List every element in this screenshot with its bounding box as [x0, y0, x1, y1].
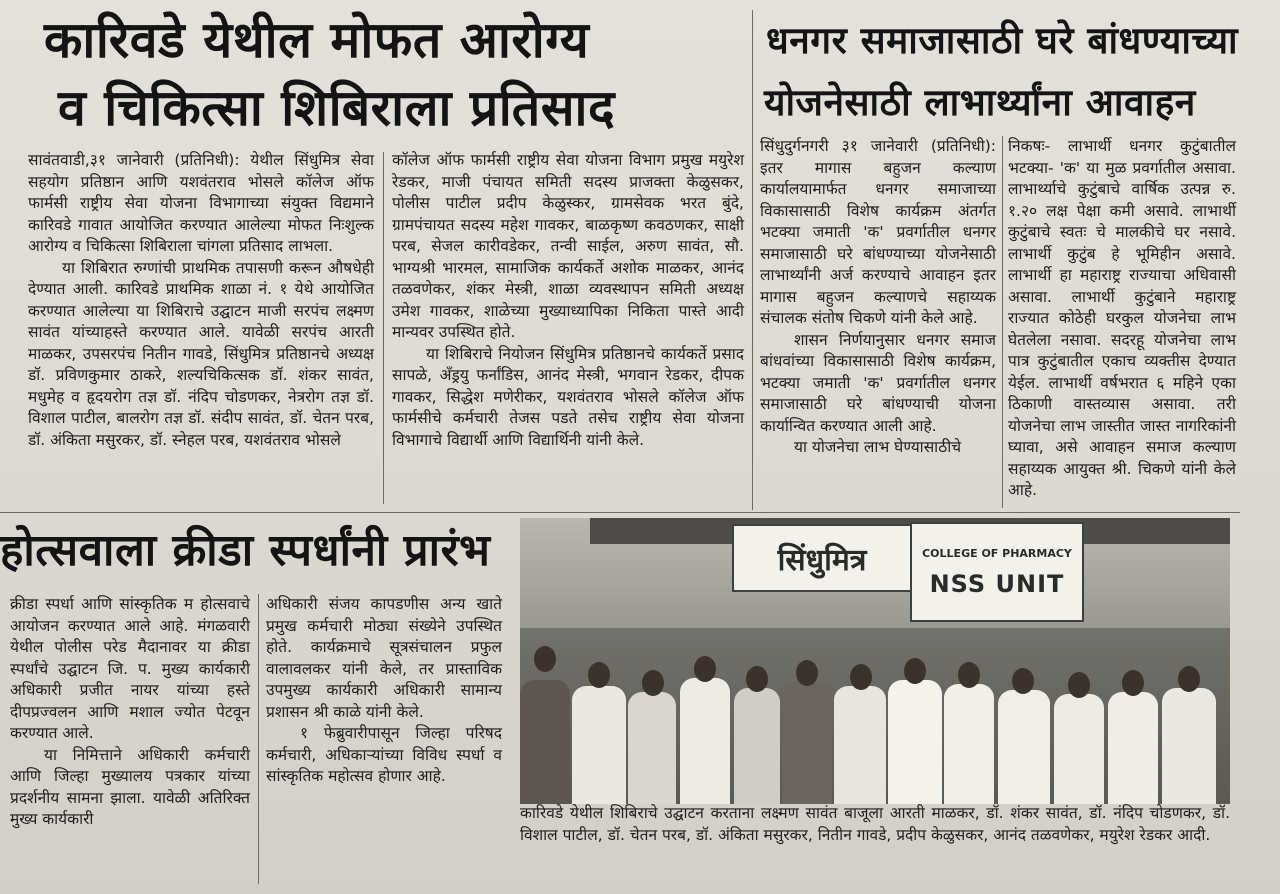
article2-col1-para2: शासन निर्णयानुसार धनगर समाज बांधवांच्या विकासासाठी विशेष कार्यक्रम, भटक्या जमाती 'क' प्रवर्गातील धनगर समाजासाठी घरे बांधण्याची योजना कार्यान्वित करण्यात आली आहे. [760, 330, 996, 435]
article1-col1-para1: सावंतवाडी,३१ जानेवारी (प्रतिनिधी): येथील सिंधुमित्र सेवा सहयोग प्रतिष्ठान आणि यशवंतराव भोसले कॉलेज ऑफ फार्मसी राष्ट्रीय सेवा योजना विभागाच्या संयुक्त विद्यमाने कारिवडे गावात आयोजित करण्यात आलेल्या मोफत निःशुल्क आरोग्य व चिकित्सा शिबिराला चांगला प्रतिसाद लाभला. [28, 151, 374, 255]
photo-banner-right [910, 522, 1084, 622]
article3-column1 [10, 594, 250, 831]
photo-person [734, 688, 780, 804]
photo-person-head [1122, 670, 1144, 696]
article3-col2-para2: १ फेब्रुवारीपासून जिल्हा परिषद कर्मचारी, अधिकाऱ्यांच्या विविध स्पर्धा व सांस्कृतिक महोत्सव होणार आहे. [266, 724, 502, 785]
photo-person-head [958, 662, 980, 688]
photo-person [782, 682, 832, 804]
article2-headline-line1: धनगर समाजासाठी घरे बांधण्याच्या [766, 19, 1239, 62]
article1-headline-line1: कारिवडे येथील मोफत आरोग्य [44, 11, 590, 69]
article2-column2 [1008, 136, 1236, 502]
photo-person [998, 690, 1050, 804]
photo-people [520, 668, 1230, 804]
photo-person [572, 686, 626, 804]
article3-col1-para1: क्रीडा स्पर्धा आणि सांस्कृतिक म होत्सवाचे आयोजन करण्यात आले आहे. मंगळवारी येथील पोलीस परेड मैदानावर या क्रीडा स्पर्धांचे उद्घाटन जि. प. मुख्य कार्यकारी अधिकारी प्रजीत नायर यांच्या हस्ते दीपप्रज्वलन आणि मशाल ज्योत पेटवून करण्यात आले. [10, 595, 250, 742]
article3-col2-para1: अधिकारी संजय कापडणीस अन्य खाते प्रमुख कर्मचारी मोठ्या संख्येने उपस्थित होते. कार्यक्रमाचे सूत्रसंचालन प्रफुल वालावलकर यांनी केले, तर प्रास्ताविक उपमुख्य कार्यकारी अधिकारी सामान्य प्रशासन श्री काळे यांनी केले. [266, 595, 502, 721]
article2-col1-para3: या योजनेचा लाभ घेण्यासाठीचे [794, 438, 962, 456]
photo-person [888, 680, 942, 804]
article1-col2-para1: कॉलेज ऑफ फार्मसी राष्ट्रीय सेवा योजना विभाग प्रमुख मयुरेश रेडकर, माजी पंचायत समिती सदस्य प्राजक्ता केळुसकर, पोलीस पाटील प्रदीप केळुस्कर, ग्रामसेवक भरत बुंदे, ग्रामपंचायत सदस्य महेश गावकर, बाळकृष्ण कवठणकर, साक्षी परब, सेजल कारीवडेकर, तन्वी साईल, अरुण सावंत, सौ. भाग्यश्री भारमल, सामाजिक कार्यकर्ते अशोक माळकर, आनंद तळवणेकर, शंकर मेस्त्री, शाळा व्यवस्थापन समिती अध्यक्ष उमेश गावकर, शाळेच्या मुख्याध्यापिका निकिता पास्ते आदी मान्यवर उपस्थित होते. [392, 151, 744, 341]
photo-person-head [746, 666, 768, 692]
article2-col2-para1: निकषः- लाभार्थी धनगर कुटुंबातील भटक्या- 'क' या मुळ प्रवर्गातील असावा. लाभार्थ्याचे कुटुंबाचे वार्षिक उत्पन्न रु. १.२० लक्ष पेक्षा कमी असावे. लाभार्थी कुटुंबाचे स्वतः चे मालकीचे घर नसावे. लाभार्थी कुटुंब हे भूमिहीन असावे. लाभार्थी हा महाराष्ट्र राज्याचा अधिवासी असावा. लाभार्थी कुटुंबाने महाराष्ट्र राज्यात कोठेही घरकुल योजनेचा लाभ घेतलेला नसावा. सदरहू योजनेचा लाभ पात्र कुटुंबातील एकाच व्यक्तीस देण्यात येईल. लाभार्थी वर्षभरात ६ महिने एका ठिकाणी वास्तव्यास असावा. तरी योजनेचा लाभ जास्तीत जास्त नागरिकांनी घ्यावा, असे आवाहन समाज कल्याण सहाय्यक आयुक्त श्री. चिकणे यांनी केले आहे. [1008, 137, 1236, 499]
article1-col2-para2: या शिबिराचे नियोजन सिंधुमित्र प्रतिष्ठानचे कार्यकर्ते प्रसाद सापळे, अँड्रयु फर्नांडिस, आनंद मेस्त्री, भगवान रेडकर, दीपक गावकर, सिद्धेश मणेरीकर, यशवंतराव भोसले कॉलेज ऑफ फार्मसीचे कर्मचारी तेजस पडते तसेच राष्ट्रीय सेवा योजना विभागाचे विद्यार्थी आणि विद्यार्थिनी यांनी केले. [392, 344, 744, 449]
section-divider [0, 512, 1240, 513]
photo-person [520, 680, 570, 804]
article2-column1 [760, 136, 996, 459]
column-divider [1002, 136, 1003, 508]
photo-person-head [694, 656, 716, 682]
photo-person [944, 684, 994, 804]
photo-person-head [904, 658, 926, 684]
photo-person [834, 686, 886, 804]
article1-col1-para2: या शिबिरात रुग्णांची प्राथमिक तपासणी करून औषधेही देण्यात आली. कारिवडे प्राथमिक शाळा नं. १ येथे आयोजित करण्यात आलेल्या या शिबिराचे उद्घाटन माजी सरपंच लक्ष्मण सावंत यांच्याहस्ते करण्यात आले. यावेळी सरपंच आरती माळकर, उपसरपंच नितीन गावडे, सिंधुमित्र प्रतिष्ठानचे अध्यक्ष डॉ. प्रविणकुमार ठाकरे, शल्यचिकित्सक डॉ. शंकर सावंत, मधुमेह व हृदयरोग तज्ञ डॉ. नंदिप चोडणकर, नेत्ररोग तज्ञ डॉ. विशाल पाटील, बालरोग तज्ञ डॉ. संदीप सावंत, डॉ. चेतन परब, डॉ. अंकिता मसुरकर, डॉ. स्नेहल परब, यशवंतराव भोसले [28, 258, 374, 449]
photo-person-head [588, 662, 610, 688]
article3-headline: होत्सवाला क्रीडा स्पर्धांनी प्रारंभ [0, 525, 491, 576]
article1-column2 [392, 150, 744, 451]
article2-headline-line2: योजनेसाठी लाभार्थ्यांना आवाहन [764, 81, 1196, 124]
photo-caption: कारिवडे येथील शिबिराचे उद्घाटन करताना लक्ष्मण सावंत बाजूला आरती माळकर, डॉ. शंकर सावंत, डॉ. नंदिप चोडणकर, डॉ. विशाल पाटील, डॉ. चेतन परब, डॉ. अंकिता मसुरकर, नितीन गावडे, प्रदीप केळुसकर, आनंद तळवणेकर, मयुरेश रेडकर आदी. [520, 804, 1230, 844]
photo-person-head [642, 670, 664, 696]
photo-person-head [1068, 672, 1090, 698]
photo-person [1108, 692, 1158, 804]
photo-person-head [534, 646, 556, 672]
photo-person-head [1178, 666, 1200, 692]
column-divider [258, 594, 259, 884]
article2-col1-para1: सिंधुदुर्गनगरी ३१ जानेवारी (प्रतिनिधी): इतर मागास बहुजन कल्याण कार्यालयामार्फत धनगर समाजाच्या विकासासाठी विशेष कार्यक्रम अंतर्गत भटक्या जमाती 'क' प्रवर्गातील धनगर समाजासाठी घरे बांधण्याच्या योजनेसाठी लाभार्थ्यांनी अर्ज करण्याचे आवाहन इतर मागास बहुजन कल्याणचे सहाय्यक संचालक संतोष चिकणे यांनी केले आहे. [760, 137, 996, 327]
photo-person [628, 692, 676, 804]
article1-headline-line2: व चिकित्सा शिबिराला प्रतिसाद [58, 79, 616, 137]
photo-person-head [850, 664, 872, 690]
banner-right-top-text: COLLEGE OF PHARMACY [922, 546, 1072, 560]
photo-person-head [796, 660, 818, 686]
photo-person-head [1012, 668, 1034, 694]
article-divider [752, 10, 753, 510]
event-photo [520, 518, 1230, 804]
column-divider [383, 152, 384, 504]
article1-column1 [28, 150, 374, 451]
photo-person [680, 678, 730, 804]
banner-right-main-text: NSS UNIT [929, 569, 1065, 598]
photo-person [1054, 694, 1104, 804]
article3-col1-para2: या निमित्ताने अधिकारी कर्मचारी आणि जिल्हा मुख्यालय पत्रकार यांच्या प्रदर्शनीय सामना झाला. यावेळी अतिरिक्त मुख्य कार्यकारी [10, 745, 250, 828]
banner-left-text: सिंधुमित्र [777, 542, 867, 578]
article3-column2 [266, 594, 502, 788]
photo-person [1162, 688, 1216, 804]
photo-banner-left [732, 524, 912, 592]
